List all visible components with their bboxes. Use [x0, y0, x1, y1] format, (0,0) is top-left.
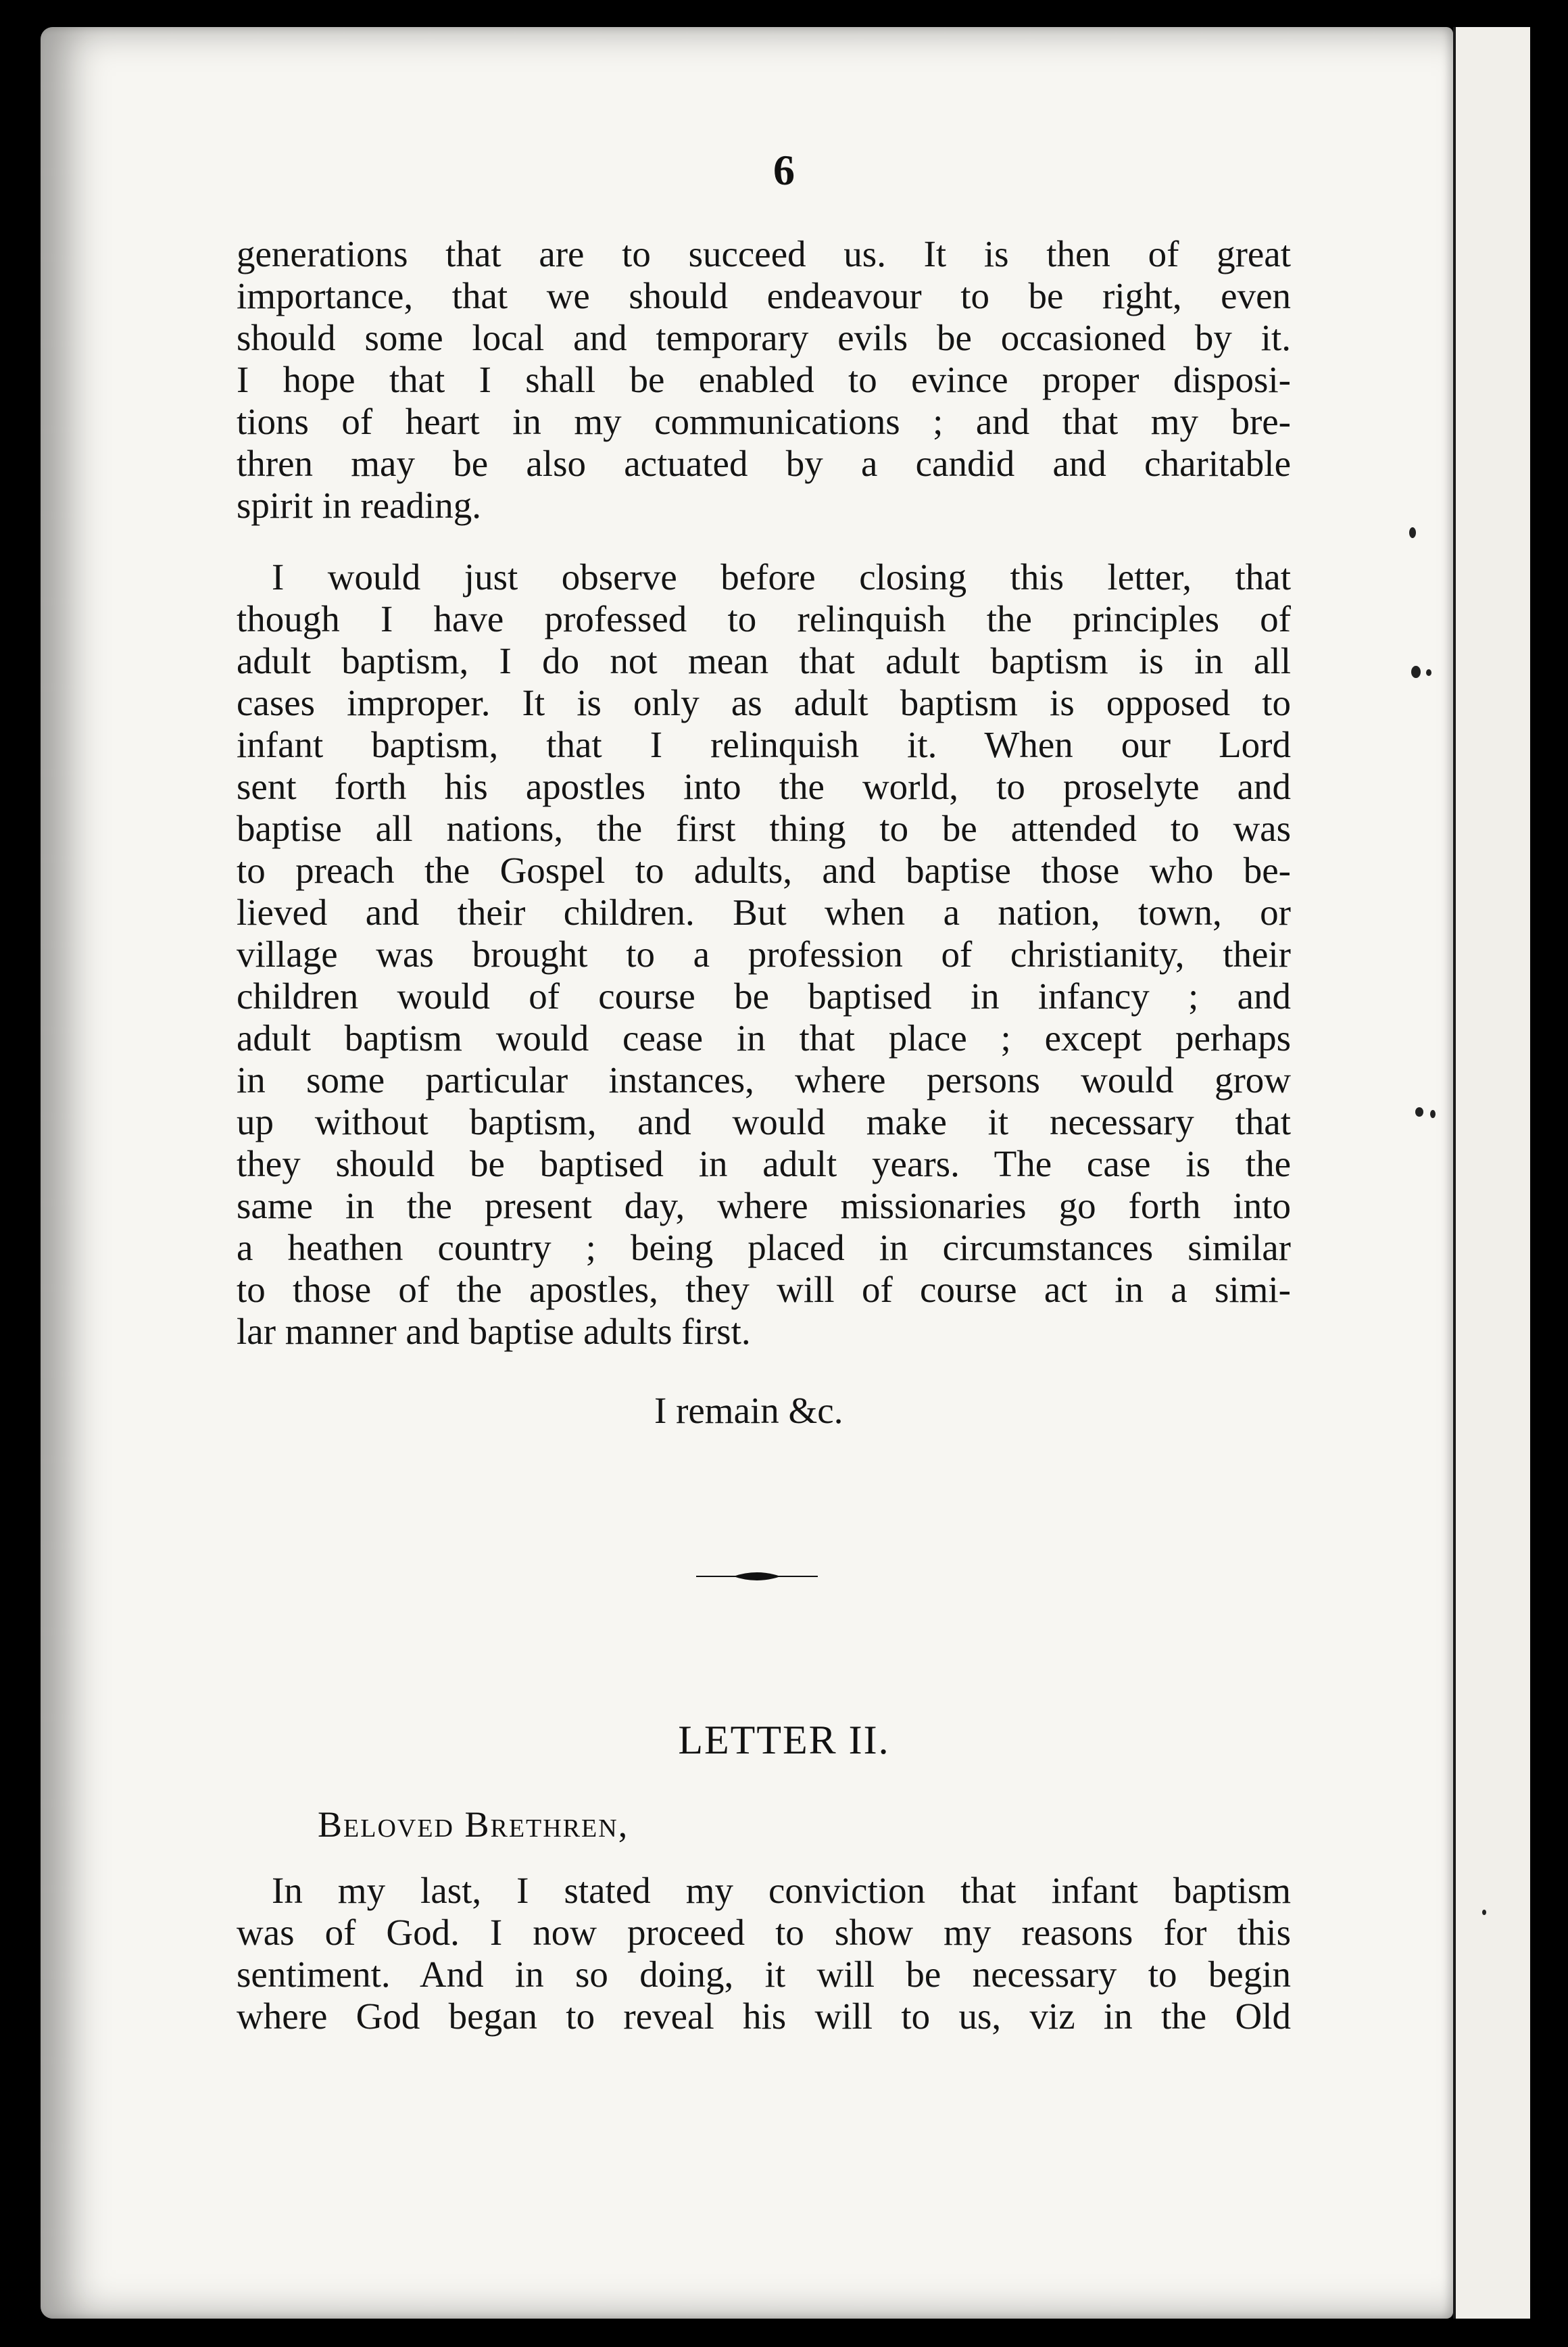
text-line: they should be baptised in adult years. The case is the	[237, 1143, 1291, 1184]
text-line: lar manner and baptise adults first.	[237, 1311, 751, 1352]
text-line: generations that are to succeed us. It is then of great	[237, 233, 1291, 274]
margin-speck	[1411, 666, 1421, 678]
margin-speck	[1482, 1910, 1486, 1915]
text-line: sent forth his apostles into the world, to proselyte and	[237, 766, 1291, 807]
text-line: same in the present day, where missionaries go forth into	[237, 1185, 1291, 1226]
text-line: to preach the Gospel to adults, and baptise those who be-	[237, 850, 1291, 891]
text-line: a heathen country ; being placed in circumstances similar	[237, 1227, 1291, 1268]
text-line: lieved and their children. But when a nation, town, or	[237, 892, 1291, 933]
text-line: thren may be also actuated by a candid and charitable	[237, 443, 1291, 484]
text-line: children would of course be baptised in infancy ; and	[237, 975, 1291, 1017]
text-line: importance, that we should endeavour to be right, even	[237, 275, 1291, 316]
margin-speck	[1415, 1107, 1423, 1117]
salutation: Beloved Brethren,	[318, 1804, 629, 1845]
page-number: 6	[773, 146, 795, 194]
text-line: to those of the apostles, they will of course act in a simi-	[237, 1269, 1291, 1310]
text-line: infant baptism, that I relinquish it. When our Lord	[237, 724, 1291, 765]
text-line: was of God. I now proceed to show my reasons for this	[237, 1912, 1291, 1953]
text-line: In my last, I stated my conviction that infant baptism	[272, 1870, 1291, 1911]
text-line: cases improper. It is only as adult baptism is opposed to	[237, 682, 1291, 723]
margin-speck	[1409, 527, 1416, 538]
letter-heading: LETTER II.	[678, 1718, 890, 1762]
margin-speck	[1426, 669, 1431, 676]
text-line: where God began to reveal his will to us, viz in the Old	[237, 1995, 1291, 2037]
text-line: baptise all nations, the first thing to be attended to was	[237, 808, 1291, 849]
section-divider-ornament	[696, 1567, 818, 1586]
margin-speck	[1430, 1110, 1436, 1118]
text-line: adult baptism would cease in that place ; except perhaps	[237, 1017, 1291, 1059]
text-line: should some local and temporary evils be occasioned by it.	[237, 317, 1291, 358]
text-line: adult baptism, I do not mean that adult baptism is in all	[237, 640, 1291, 681]
text-line: sentiment. And in so doing, it will be necessary to begin	[237, 1954, 1291, 1995]
text-line: tions of heart in my communications ; and that my bre-	[237, 401, 1291, 442]
closing-line: I remain &c.	[654, 1390, 843, 1431]
text-line: in some particular instances, where persons would grow	[237, 1059, 1291, 1100]
text-line: I would just observe before closing this letter, that	[272, 556, 1291, 598]
text-line: spirit in reading.	[237, 485, 482, 526]
text-line: though I have professed to relinquish the principles of	[237, 598, 1291, 639]
facing-page-edge	[1453, 27, 1530, 2319]
text-line: village was brought to a profession of christianity, their	[237, 934, 1291, 975]
text-line: I hope that I shall be enabled to evince proper disposi-	[237, 359, 1291, 400]
text-line: up without baptism, and would make it necessary that	[237, 1101, 1291, 1142]
